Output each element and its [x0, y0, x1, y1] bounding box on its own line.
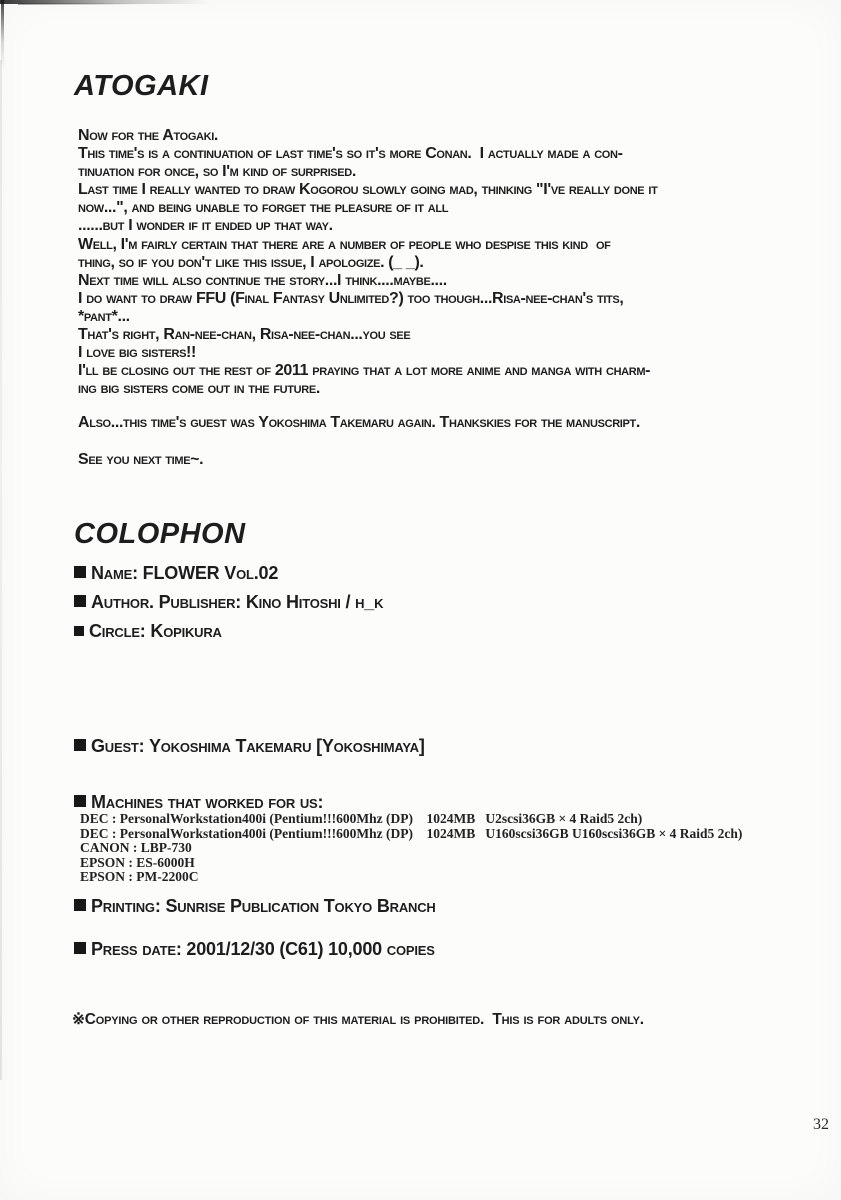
machine-spec-line: DEC : PersonalWorkstation400i (Pentium!!!600Mhz (DP) 1024MB U160scsi36GB U160scsi36GB × 4 Raid5 2ch)	[80, 825, 743, 841]
colophon-item-author	[74, 592, 383, 612]
colophon-item-name	[74, 563, 278, 583]
machine-spec-list	[80, 812, 742, 885]
square-bullet-icon	[74, 595, 86, 607]
atogaki-line: This time's is a continuation of last time's so it's more Conan. I actually made a con-	[78, 145, 623, 163]
colophon-author-label: Author. Publisher: Kino Hitoshi / h_k	[91, 592, 384, 612]
colophon-heading: COLOPHON	[74, 518, 246, 550]
colophon-item-press-date	[74, 939, 435, 959]
atogaki-line: tinuation for once, so I'm kind of surprised.	[78, 163, 356, 181]
machine-spec-line: EPSON : ES-6000H	[80, 854, 195, 870]
machine-spec-line: CANON : LBP-730	[80, 840, 192, 856]
square-bullet-icon	[74, 566, 86, 578]
atogaki-line: Next time will also continue the story...I think....maybe....	[78, 271, 447, 289]
copyright-notice: ※Copying or other reproduction of this material is prohibited. This is for adults only.	[72, 1011, 644, 1028]
atogaki-line: That's right, Ran-nee-chan, Risa-nee-chan...you see	[78, 326, 411, 344]
atogaki-line: ing big sisters come out in the future.	[78, 380, 320, 398]
square-bullet-icon	[74, 899, 86, 911]
colophon-name-label: Name: FLOWER Vol.02	[91, 563, 279, 583]
atogaki-line: I love big sisters!!	[78, 344, 197, 362]
colophon-machines-label: Machines that worked for us:	[91, 792, 324, 812]
square-bullet-icon	[74, 795, 86, 807]
colophon-item-guest	[74, 736, 425, 756]
atogaki-line: Last time I really wanted to draw Kogorou slowly going mad, thinking "I've really done it	[78, 181, 658, 199]
page-number: 32	[813, 1116, 829, 1133]
atogaki-line: I do want to draw FFU (Final Fantasy Unlimited?) too though...Risa-nee-chan's tits,	[78, 289, 624, 307]
atogaki-line: I'll be closing out the rest of 2011 praying that a lot more anime and manga with charm-	[78, 362, 651, 380]
machine-spec-line: EPSON : PM-2200C	[80, 869, 199, 885]
machine-spec-line: DEC : PersonalWorkstation400i (Pentium!!!600Mhz (DP) 1024MB U2scsi36GB × 4 Raid5 2ch)	[80, 811, 643, 826]
atogaki-heading: ATOGAKI	[74, 70, 209, 102]
square-bullet-icon	[74, 739, 86, 751]
colophon-item-printing	[74, 896, 436, 916]
colophon-printing-label: Printing: Sunrise Publication Tokyo Branch	[91, 896, 436, 916]
atogaki-guest-paragraph: Also...this time's guest was Yokoshima Takemaru again. Thankskies for the manuscript.	[78, 414, 640, 431]
atogaki-line: ......but I wonder if it ended up that way.	[78, 217, 333, 235]
atogaki-line: now...", and being unable to forget the pleasure of it all	[78, 199, 449, 217]
atogaki-body	[78, 127, 657, 398]
scan-edge-artifact-top-faint	[18, 3, 138, 5]
colophon-circle-label: Circle: Kopikura	[89, 621, 222, 641]
atogaki-closing-paragraph: See you next time~.	[78, 451, 204, 468]
colophon-item-machines	[74, 792, 323, 812]
atogaki-line: Well, I'm fairly certain that there are a number of people who despise this kind of	[78, 235, 611, 253]
atogaki-line: thing, so if you don't like this issue, I apologize. (_ _).	[78, 253, 424, 271]
colophon-press-date-label: Press date: 2001/12/30 (C61) 10,000 copies	[91, 939, 435, 959]
atogaki-line: *pant*...	[78, 307, 130, 325]
square-bullet-icon	[74, 942, 86, 954]
colophon-item-circle	[74, 621, 222, 641]
scan-edge-artifact-left-faint	[0, 60, 2, 1080]
square-bullet-icon	[74, 626, 84, 636]
colophon-guest-label: Guest: Yokoshima Takemaru [Yokoshimaya]	[91, 736, 425, 756]
atogaki-line: Now for the Atogaki.	[78, 127, 219, 144]
